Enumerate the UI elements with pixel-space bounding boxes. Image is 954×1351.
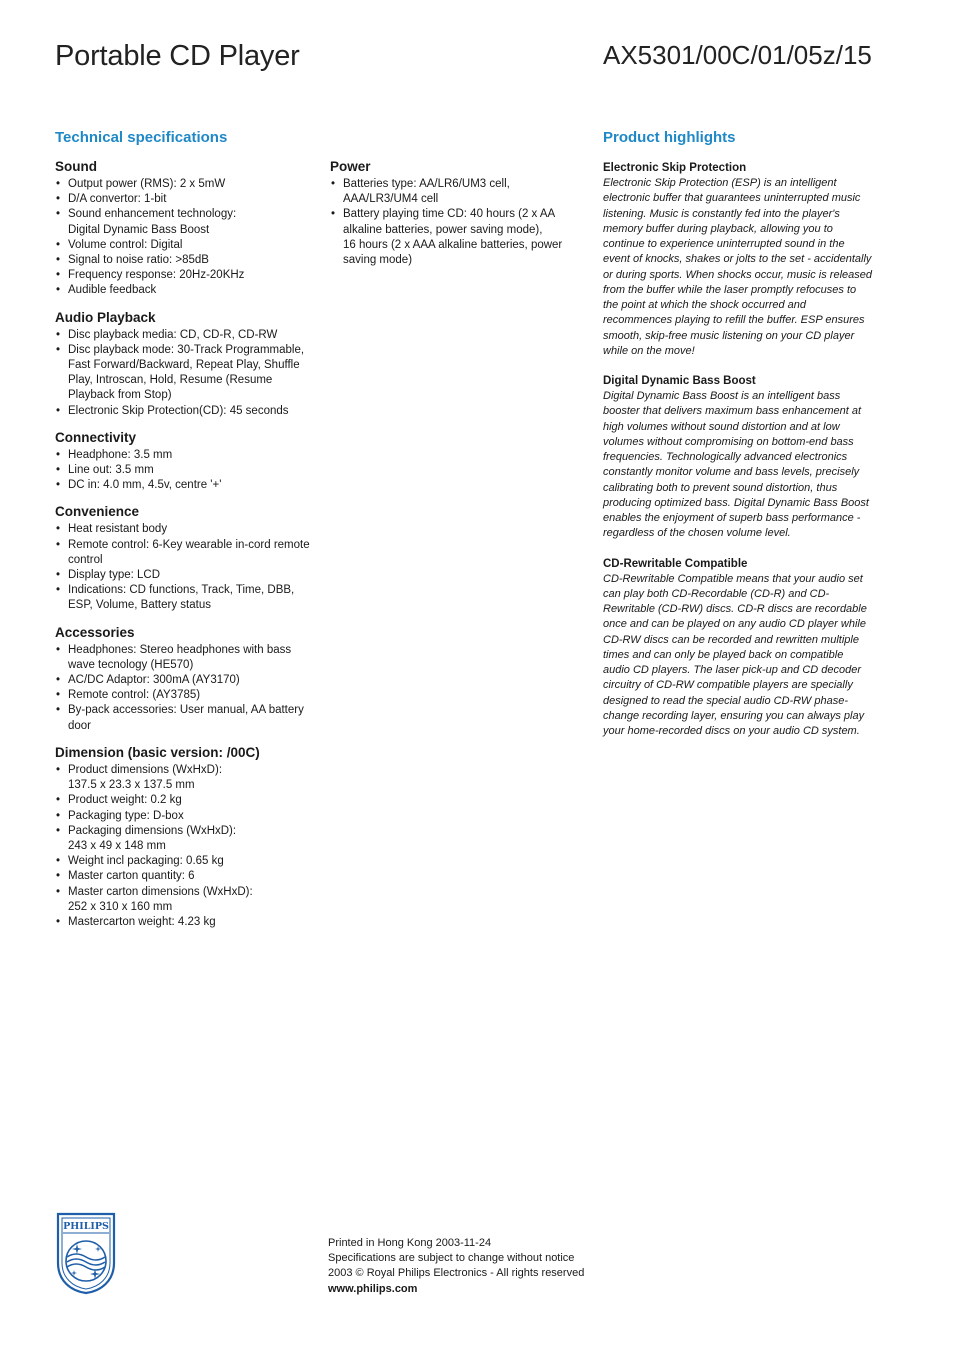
spec-item: • Electronic Skip Protection(CD): 45 seconds bbox=[55, 404, 315, 419]
footer bbox=[328, 1236, 584, 1297]
model-number: AX5301/00C/01/05z/15 bbox=[603, 40, 872, 70]
footer-print-info: Printed in Hong Kong 2003-11-24 bbox=[328, 1237, 492, 1249]
spec-item: • DC in: 4.0 mm, 4.5v, centre '+' bbox=[55, 478, 315, 493]
highlight-dbb bbox=[603, 374, 873, 542]
highlight-text: CD-Rewritable Compatible means that your audio set can play both CD-Recordable (CD-R) and CD-Rewritable (CD-RW) discs. CD-R discs are recordable once and can be played on any audio CD player while CD-RW discs can be recorded and rewritten multiple times and can only be played back on compatible audio CD players. The laser pick-up and CD decoder circuitry of CD-RW compatible players are specially designed to read the special audio CD-RW phase-change recording layer, ensuring you can always play your home-recorded discs on your audio CD system. bbox=[603, 572, 867, 737]
philips-wordmark: PHILIPS bbox=[63, 1221, 109, 1232]
spec-item: • Remote control: 6-Key wearable in-cord remote control bbox=[55, 538, 315, 568]
highlight-cdrw bbox=[603, 557, 873, 740]
spec-group-title: Convenience bbox=[55, 504, 140, 520]
spec-item: • Heat resistant body bbox=[55, 522, 315, 537]
spec-item: • Product weight: 0.2 kg bbox=[55, 793, 315, 808]
spec-item: • Batteries type: AA/LR6/UM3 cell, AAA/LR3/UM4 cell bbox=[330, 177, 580, 207]
spec-group-sound bbox=[55, 158, 315, 299]
spec-item: • Disc playback media: CD, CD-R, CD-RW bbox=[55, 328, 315, 343]
spec-group-title: Accessories bbox=[55, 624, 135, 640]
spec-item: • Indications: CD functions, Track, Time, DBB, ESP, Volume, Battery status bbox=[55, 583, 315, 613]
spec-item: • Weight incl packaging: 0.65 kg bbox=[55, 854, 315, 869]
spec-item: • Master carton quantity: 6 bbox=[55, 869, 315, 884]
spec-item: • Disc playback mode: 30-Track Programmable, Fast Forward/Backward, Repeat Play, Shuffle Play, Introscan, Hold, Resume (Resume Playback from Stop) bbox=[55, 343, 315, 404]
spec-item: • Display type: LCD bbox=[55, 568, 315, 583]
spec-group-connectivity bbox=[55, 429, 315, 494]
highlight-title: Electronic Skip Protection bbox=[603, 162, 747, 174]
spec-group-convenience bbox=[55, 503, 315, 613]
spec-item: • Volume control: Digital bbox=[55, 238, 315, 253]
highlight-esp bbox=[603, 161, 873, 359]
spec-item: • D/A convertor: 1-bit bbox=[55, 192, 315, 207]
spec-column-left bbox=[55, 158, 315, 940]
spec-item: • Headphones: Stereo headphones with bass wave tecnology (HE570) bbox=[55, 643, 315, 673]
spec-item: • Line out: 3.5 mm bbox=[55, 463, 315, 478]
spec-item: • Battery playing time CD: 40 hours (2 x AA alkaline batteries, power saving mode), 16 hours (2 x AAA alkaline batteries, power saving mode) bbox=[330, 207, 580, 268]
philips-shield-logo bbox=[55, 1211, 117, 1295]
spec-group-title: Audio Playback bbox=[55, 309, 156, 325]
spec-item: • Output power (RMS): 2 x 5mW bbox=[55, 177, 315, 192]
spec-item: • Master carton dimensions (WxHxD): 252 x 310 x 160 mm bbox=[55, 885, 315, 915]
spec-item: • Frequency response: 20Hz-20KHz bbox=[55, 268, 315, 283]
spec-item: • Signal to noise ratio: >85dB bbox=[55, 253, 315, 268]
highlight-text: Electronic Skip Protection (ESP) is an intelligent electronic buffer that guarantees uninterrupted music listening. Music is constantly fed into the player's memory buffer during playback, allowing you to continue to experience uninterrupted sound in the event of knocks, shakes or jolts to the set - accidentally or during sports. When shocks occur, music is released from the buffer while the laser promptly refocuses to the point at which the shock occurred and recommences playing to refill the buffer. ESP ensures smooth, skip-free music listening on your CD player while on the move! bbox=[603, 177, 873, 357]
highlights-column bbox=[603, 161, 873, 754]
highlight-title: Digital Dynamic Bass Boost bbox=[603, 375, 756, 387]
page-title: Portable CD Player bbox=[55, 40, 300, 72]
spec-item: • Product dimensions (WxHxD): 137.5 x 23.3 x 137.5 mm bbox=[55, 763, 315, 793]
spec-group-accessories bbox=[55, 624, 315, 734]
spec-group-title: Connectivity bbox=[55, 429, 137, 445]
spec-item: • Packaging dimensions (WxHxD): 243 x 49 x 148 mm bbox=[55, 824, 315, 854]
spec-group-power bbox=[330, 158, 580, 268]
spec-group-title: Sound bbox=[55, 159, 97, 174]
spec-group-title: Power bbox=[330, 159, 371, 174]
footer-website-link[interactable]: www.philips.com bbox=[328, 1282, 418, 1295]
spec-group-title: Dimension (basic version: /00C) bbox=[55, 744, 260, 760]
spec-item: • AC/DC Adaptor: 300mA (AY3170) bbox=[55, 673, 315, 688]
spec-item: • Remote control: (AY3785) bbox=[55, 688, 315, 703]
spec-item: • Packaging type: D-box bbox=[55, 809, 315, 824]
spec-item: • Mastercarton weight: 4.23 kg bbox=[55, 915, 315, 930]
highlight-text: Digital Dynamic Bass Boost is an intelligent bass booster that delivers maximum bass enhancement at high volumes without sound distortion and at low volumes without compromising on bottom-end bass frequencies. Technologically advanced electronics constantly monitor volume and bass levels, precisely calibrating both to prevent sound distortion, thus producing optimized bass. Digital Dynamic Bass Boost enables the enjoyment of superb bass performance - regardless of the chosen volume level. bbox=[603, 390, 869, 540]
spec-item: • By-pack accessories: User manual, AA battery door bbox=[55, 703, 315, 733]
spec-group-dimension bbox=[55, 744, 315, 930]
spec-item: • Audible feedback bbox=[55, 283, 315, 298]
spec-group-audio-playback bbox=[55, 309, 315, 419]
spec-item: • Headphone: 3.5 mm bbox=[55, 448, 315, 463]
spec-item: • Sound enhancement technology: Digital Dynamic Bass Boost bbox=[55, 207, 315, 237]
highlights-heading: Product highlights bbox=[603, 129, 736, 146]
footer-copyright: 2003 © Royal Philips Electronics - All rights reserved bbox=[328, 1267, 585, 1280]
spec-column-middle bbox=[330, 158, 580, 278]
highlight-title: CD-Rewritable Compatible bbox=[603, 557, 748, 570]
footer-disclaimer: Specifications are subject to change without notice bbox=[328, 1252, 575, 1265]
tech-specs-heading: Technical specifications bbox=[55, 129, 228, 146]
